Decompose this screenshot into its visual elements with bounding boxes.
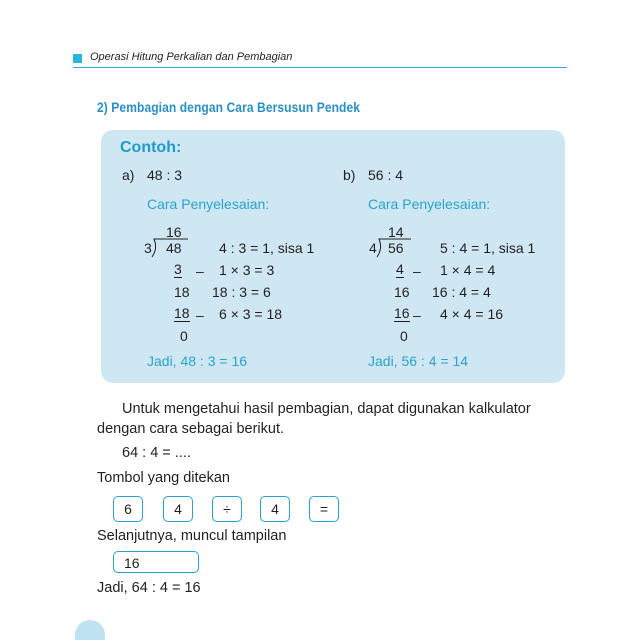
calc-key-4: 4 xyxy=(163,496,193,522)
example-b-solution-label: Cara Penyelesaian: xyxy=(368,196,491,212)
example-a-conclusion: Jadi, 48 : 3 = 16 xyxy=(147,353,248,369)
example-a-step-1: 4 : 3 = 1, sisa 1 xyxy=(219,240,315,256)
calc-key-equals: = xyxy=(309,496,339,522)
paragraph-line-1: Untuk mengetahui hasil pembagian, dapat digunakan kalkulator xyxy=(122,401,531,417)
calculator-display: 16 xyxy=(113,551,199,573)
example-b-step-3: 16 : 4 = 4 xyxy=(432,284,491,300)
calc-key-6: 6 xyxy=(113,496,143,522)
example-a-minus-2: – xyxy=(196,307,204,323)
example-b-conclusion: Jadi, 56 : 4 = 14 xyxy=(368,353,469,369)
example-b-problem: 56 : 4 xyxy=(368,167,404,183)
example-a-dividend: 48 xyxy=(166,240,182,256)
example-b-divisor: 4 xyxy=(369,240,377,256)
example-b-step-4: 4 × 4 = 16 xyxy=(440,306,504,322)
calc-key-4-second: 4 xyxy=(260,496,290,522)
example-a-minus-1: – xyxy=(196,263,204,279)
example-b-work-3: 16 xyxy=(394,305,410,321)
expression: 64 : 4 = .... xyxy=(122,445,191,461)
example-a-work-2: 18 xyxy=(174,284,190,300)
page-corner-decoration xyxy=(75,620,105,640)
example-a-step-4: 6 × 3 = 18 xyxy=(219,306,283,322)
running-header: Operasi Hitung Perkalian dan Pembagian xyxy=(90,51,293,63)
example-a-work-1: 3 xyxy=(174,261,182,277)
example-b-dividend: 56 xyxy=(388,240,404,256)
example-b-step-2: 1 × 4 = 4 xyxy=(440,262,496,278)
example-b-minus-1: – xyxy=(413,263,421,279)
display-label: Selanjutnya, muncul tampilan xyxy=(97,528,287,544)
example-b-work-1: 4 xyxy=(396,261,404,277)
example-b-step-1: 5 : 4 = 1, sisa 1 xyxy=(440,240,536,256)
section-title: 2) Pembagian dengan Cara Bersusun Pendek xyxy=(97,99,361,115)
example-a-divisor: 3 xyxy=(144,240,152,256)
example-b-quotient: 14 xyxy=(388,224,404,240)
example-a-step-3: 18 : 3 = 6 xyxy=(212,284,271,300)
keys-label: Tombol yang ditekan xyxy=(97,470,230,486)
example-a-label: a) xyxy=(122,167,135,183)
calc-key-divide: ÷ xyxy=(212,496,242,522)
example-b-work-4: 0 xyxy=(400,328,408,344)
example-a-problem: 48 : 3 xyxy=(147,167,183,183)
example-a-solution-label: Cara Penyelesaian: xyxy=(147,196,270,212)
example-a-step-2: 1 × 3 = 3 xyxy=(219,262,275,278)
example-b-minus-2: – xyxy=(413,307,421,323)
example-heading: Contoh: xyxy=(120,139,182,156)
example-b-label: b) xyxy=(343,167,356,183)
example-a-work-4: 0 xyxy=(180,328,188,344)
example-b-work-2: 16 xyxy=(394,284,410,300)
example-a-work-3: 18 xyxy=(174,305,190,321)
header-divider xyxy=(73,67,567,68)
header-square-icon xyxy=(73,54,82,63)
example-a-quotient: 16 xyxy=(166,224,182,240)
paragraph-line-2: dengan cara sebagai berikut. xyxy=(97,421,285,437)
final-conclusion: Jadi, 64 : 4 = 16 xyxy=(97,580,201,596)
